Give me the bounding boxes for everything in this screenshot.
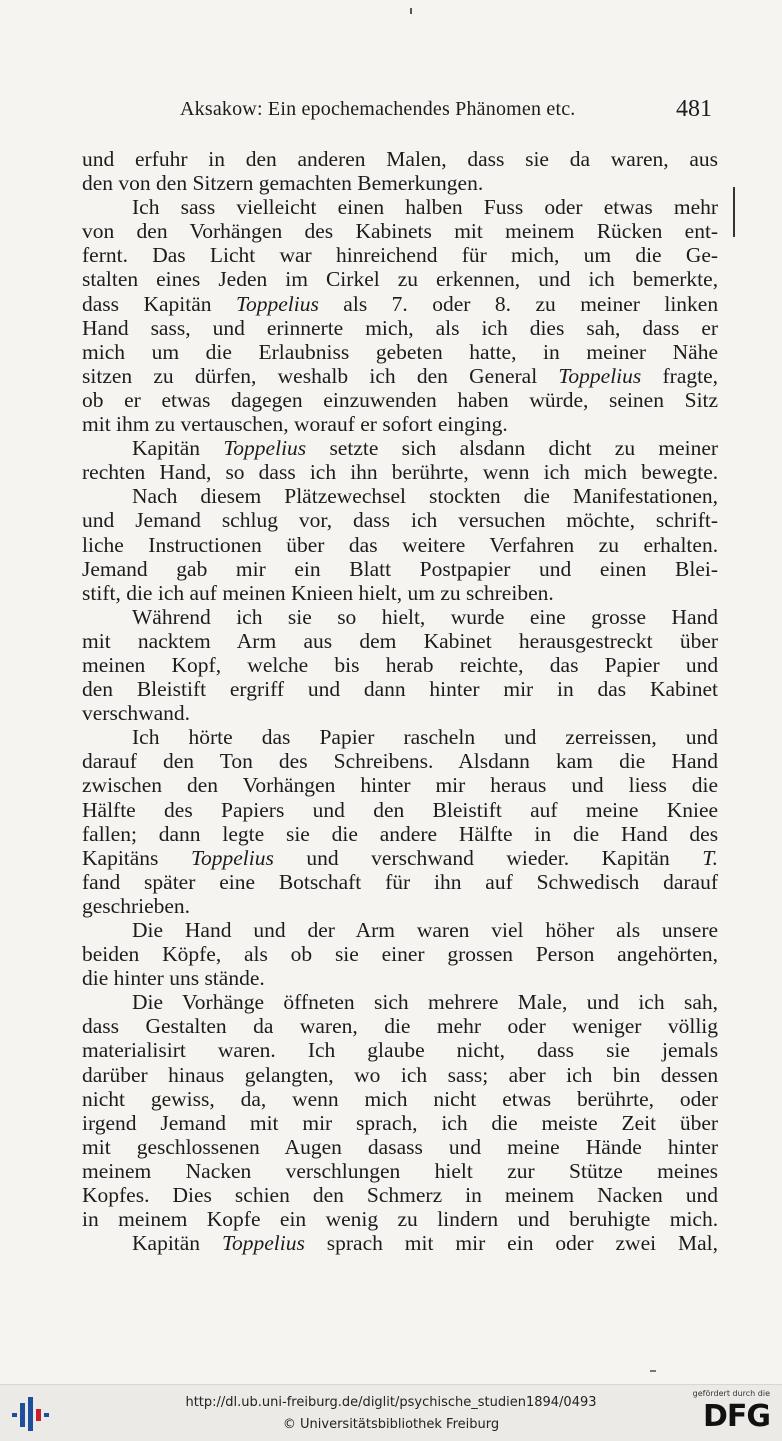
dfg-caption: gefördert durch die <box>692 1389 770 1398</box>
text-line: mit geschlossenen Augen dasass und meine Hände hinter <box>82 1134 719 1159</box>
text-line: Hand sass, und erinnerte mich, als ich dies sah, dass er <box>82 315 719 340</box>
page-number: 481 <box>676 96 712 122</box>
text-line: die hinter uns stände. <box>82 966 265 991</box>
running-title: Aksakow: Ein epochemachendes Phänomen etc. <box>180 98 576 120</box>
text-line: Kapitän Toppelius setzte sich alsdann dicht zu meiner <box>132 436 719 461</box>
text-line: ob er etwas dagegen einzuwenden haben würde, seinen Sitz <box>82 387 719 412</box>
text-line: darauf den Ton des Schreibens. Alsdann kam die Hand <box>82 749 718 774</box>
text-line: nicht gewiss, da, wenn mich nicht etwas berührte, oder <box>82 1086 719 1111</box>
text-line: Jemand gab mir ein Blatt Postpapier und einen Blei- <box>82 556 719 581</box>
text-line: irgend Jemand mit mir sprach, ich die meiste Zeit über <box>82 1110 719 1135</box>
text-line: beiden Köpfe, als ob sie einer grossen Person angehörten, <box>82 942 719 967</box>
text-line: fernt. Das Licht war hinreichend für mich, um die Ge- <box>82 243 719 268</box>
text-line: zwischen den Vorhängen hinter mir heraus und liess die <box>82 773 719 798</box>
text-line: dass Kapitän Toppelius als 7. oder 8. zu meiner linken <box>82 291 719 316</box>
text-line: fallen; dann legte sie die andere Hälfte in die Hand des <box>82 821 719 846</box>
text-line: Nach diesem Plätzewechsel stockten die Manifestationen, <box>132 484 719 509</box>
text-line: Die Vorhänge öffneten sich mehrere Male, und ich sah, <box>132 990 719 1015</box>
text-line: und erfuhr in den anderen Malen, dass sie da waren, aus <box>82 147 719 171</box>
text-line: Hälfte des Papiers und den Bleistift auf meine Kniee <box>82 797 719 822</box>
text-line: den Bleistift ergriff und dann hinter mir in das Kabinet <box>82 677 719 702</box>
scan-artifact <box>650 1370 656 1372</box>
text-line: verschwand. <box>82 701 191 726</box>
text-line: in meinem Kopfe ein wenig zu lindern und beruhigte mich. <box>82 1207 719 1232</box>
text-line: Die Hand und der Arm waren viel höher als unsere <box>132 918 719 942</box>
copyright-notice: © Universitätsbibliothek Freiburg <box>282 1417 500 1432</box>
text-line: dass Gestalten da waren, die mehr oder weniger völlig <box>82 1014 719 1039</box>
margin-mark <box>733 187 735 237</box>
text-line: Ich sass vielleicht einen halben Fuss oder etwas mehr <box>132 195 719 220</box>
text-line: von den Vorhängen des Kabinets mit meinem Rücken ent- <box>82 219 719 244</box>
text-line: geschrieben. <box>82 893 191 918</box>
text-line: stift, die ich auf meinen Knieen hielt, um zu schreiben. <box>82 580 554 605</box>
text-line: meinem Nacken verschlungen hielt zur Stütze meines <box>82 1158 719 1183</box>
text-line: darüber hinaus gelangten, wo ich sass; aber ich bin dessen <box>82 1062 719 1087</box>
text-line: liche Instructionen über das weitere Verfahren zu erhalten. <box>82 532 719 557</box>
text-line: Kapitän Toppelius sprach mit mir ein oder zwei Mal, <box>132 1231 719 1256</box>
text-line: mit ihm zu vertauschen, worauf er sofort einging. <box>82 412 508 437</box>
text-line: fand später eine Botschaft für ihn auf Schwedisch darauf <box>82 869 719 894</box>
page-header <box>80 96 712 126</box>
text-line: mit nacktem Arm aus dem Kabinet herausgestreckt über <box>82 628 719 653</box>
body-text <box>82 147 718 1255</box>
document-url[interactable]: http://dl.ub.uni-freiburg.de/diglit/psychische_studien1894/0493 <box>185 1395 597 1410</box>
dfg-logo[interactable]: DFG <box>702 1399 770 1434</box>
text-line: Während ich sie so hielt, wurde eine grosse Hand <box>132 604 718 629</box>
text-line: materialisirt waren. Ich glaube nicht, dass sie jemals <box>82 1038 719 1063</box>
text-line: rechten Hand, so dass ich ihn berührte, wenn ich mich bewegte. <box>82 460 719 485</box>
text-line: Kopfes. Dies schien den Schmerz in meinem Nacken und <box>82 1183 719 1208</box>
viewer-footer <box>0 1384 782 1441</box>
text-line: stalten eines Jeden im Cirkel zu erkennen, und ich bemerkte, <box>82 267 719 292</box>
text-line: und Jemand schlug vor, dass ich versuchen möchte, schrift- <box>82 508 718 533</box>
text-line: Ich hörte das Papier rascheln und zerreissen, und <box>132 725 719 750</box>
text-line: Kapitäns Toppelius und verschwand wieder. Kapitän T. <box>82 845 718 870</box>
text-line: den von den Sitzern gemachten Bemerkungen. <box>82 171 484 196</box>
text-line: meinen Kopf, welche bis herab reichte, das Papier und <box>82 652 719 677</box>
text-line: mich um die Erlaubniss gebeten hatte, in meiner Nähe <box>82 339 719 364</box>
scan-artifact <box>410 8 412 14</box>
text-line: sitzen zu dürfen, weshalb ich den General Toppelius fragte, <box>82 363 719 388</box>
